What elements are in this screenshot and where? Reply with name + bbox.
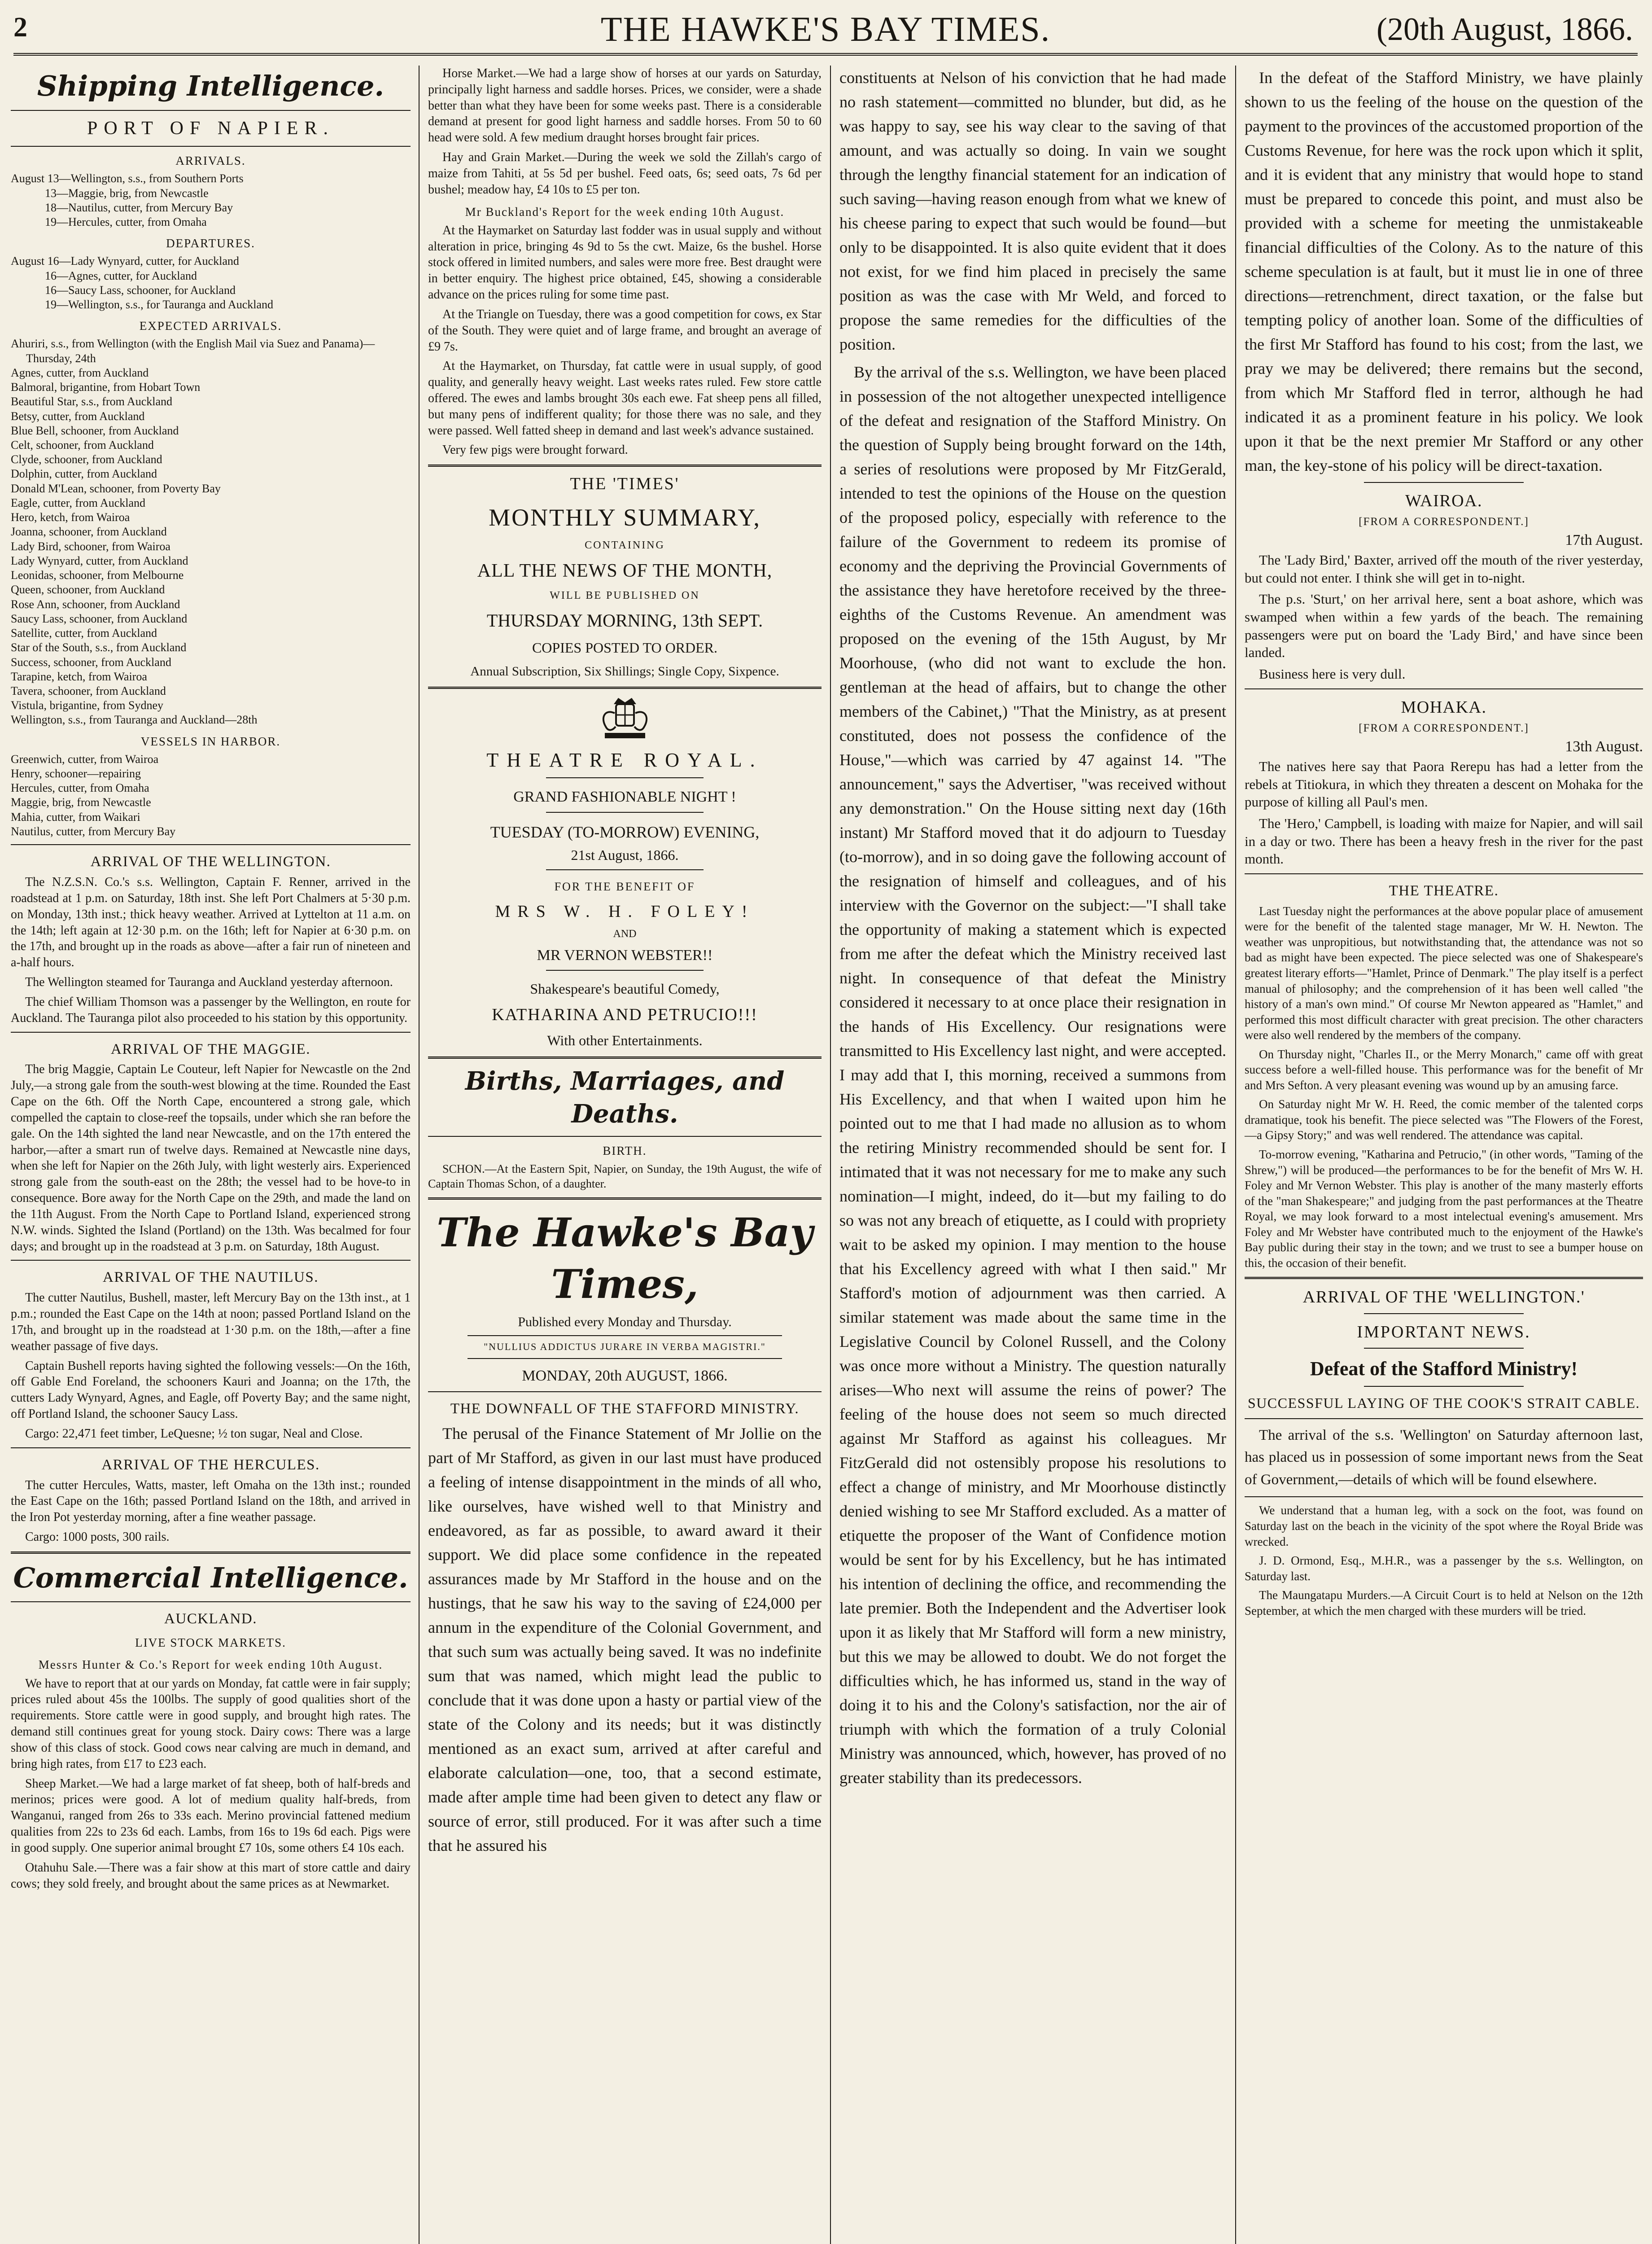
list-item: Rose Ann, schooner, from Auckland bbox=[11, 597, 180, 611]
list-item: Donald M'Lean, schooner, from Poverty Bay bbox=[11, 482, 221, 495]
article-paragraph: On Thursday night, "Charles II., or the Merry Monarch," came off with great success before a well-filled house. This performance was for the benefit of Mr and Mrs Sefton. A very pleasant evening was wound up by an amusing farce. bbox=[1245, 1047, 1643, 1092]
list-item: Lady Bird, schooner, from Wairoa bbox=[11, 539, 170, 553]
list-item: Hero, ketch, from Wairoa bbox=[11, 511, 130, 524]
nautilus-arrival-heading: ARRIVAL OF THE NAUTILUS. bbox=[103, 1269, 319, 1286]
list-item: Vistula, brigantine, from Sydney bbox=[11, 699, 163, 712]
motto: "NULLIUS ADDICTUS JURARE IN VERBA MAGISTRI." bbox=[484, 1341, 766, 1353]
article-paragraph: Hay and Grain Market.—During the week we sold the Zillah's cargo of maize from Tahiti, at 5s 5d per bushel. Feed oats, 6s; seed oats, 7s 6d per bushel; meadow hay, £4 10s to £5 per ton. bbox=[428, 150, 822, 197]
divider bbox=[428, 1136, 822, 1137]
divider bbox=[11, 146, 411, 147]
expected-arrivals-heading: EXPECTED ARRIVALS. bbox=[139, 319, 282, 333]
ad-line: MRS W. H. FOLEY! bbox=[495, 902, 755, 921]
divider bbox=[11, 1447, 411, 1448]
article-paragraph: The 'Lady Bird,' Baxter, arrived off the mouth of the river yesterday, but could not enter. I think she will get in to-night. bbox=[1245, 552, 1643, 586]
ad-line: WILL BE PUBLISHED ON bbox=[550, 589, 700, 601]
article-paragraph: At the Triangle on Tuesday, there was a good competition for cows, ex Star of the South. They were quiet and of large frame, and brought an average of £9 7s. bbox=[428, 307, 822, 354]
divider bbox=[11, 1260, 411, 1261]
column-divider bbox=[830, 66, 831, 2244]
hunter-report-heading: Messrs Hunter & Co.'s Report for week ending 10th August. bbox=[38, 1658, 383, 1672]
column-2 bbox=[422, 66, 828, 2244]
column-1 bbox=[11, 66, 417, 2244]
list-item: August 13—Wellington, s.s., from Southern Ports bbox=[11, 172, 244, 185]
hercules-arrival-heading: ARRIVAL OF THE HERCULES. bbox=[101, 1456, 320, 1473]
masthead bbox=[13, 9, 1638, 57]
departures-heading: DEPARTURES. bbox=[166, 237, 255, 250]
birth-heading: BIRTH. bbox=[603, 1144, 647, 1157]
auckland-heading: AUCKLAND. bbox=[164, 1611, 257, 1627]
list-item: Clyde, schooner, from Auckland bbox=[11, 453, 162, 466]
divider bbox=[11, 1601, 411, 1602]
leader-heading: THE DOWNFALL OF THE STAFFORD MINISTRY. bbox=[450, 1400, 800, 1417]
article-paragraph: The p.s. 'Sturt,' on her arrival here, sent a boat ashore, which was swamped when within a few yards of the beach. The remaining passengers were put on board the 'Lady Bird,' and have since been landed. bbox=[1245, 591, 1643, 661]
divider bbox=[1245, 688, 1643, 689]
article-paragraph: We have to report that at our yards on Monday, fat cattle were in fair supply; prices ruled about 45s the 100lbs. The supply of good qualities short of the requirements. Store cattle were in good supply, and brought high rates. The demand still continues great for young stock. Dairy cows: There was a large show of this class of stock. Good cows near calving are much in demand, and bring high rates, from £17 to £23 each. bbox=[11, 1676, 411, 1771]
defeat-heading: Defeat of the Stafford Ministry! bbox=[1310, 1358, 1578, 1380]
article-paragraph: Captain Bushell reports having sighted the following vessels:—On the 16th, off Gable End Foreland, the schooners Kauri and Joanna; on the 17th, the cutters Lady Wynyard, Agnes, and Eagle, off Poverty Bay; and the same night, off Portland Island, the schooner Saucy Lass. bbox=[11, 1359, 411, 1421]
ad-line: KATHARINA AND PETRUCIO!!! bbox=[492, 1005, 758, 1025]
wellington-arrival-heading: ARRIVAL OF THE WELLINGTON. bbox=[90, 854, 331, 870]
important-news-heading: IMPORTANT NEWS. bbox=[1357, 1322, 1531, 1341]
list-item: Tavera, schooner, from Auckland bbox=[11, 684, 166, 697]
divider bbox=[428, 687, 822, 689]
theatre-heading: THE THEATRE. bbox=[1389, 882, 1499, 899]
article-paragraph: Cargo: 22,471 feet timber, LeQuesne; ½ ton sugar, Neal and Close. bbox=[25, 1426, 363, 1441]
mohaka-heading: MOHAKA. bbox=[1401, 697, 1487, 717]
issue-date-header: (20th August, 1866. bbox=[1376, 11, 1633, 47]
vessels-in-harbor-heading: VESSELS IN HARBOR. bbox=[140, 734, 281, 748]
ad-line: AND bbox=[613, 928, 637, 940]
shipping-intelligence-title: Shipping Intelligence. bbox=[37, 70, 385, 102]
cable-heading: SUCCESSFUL LAYING OF THE COOK'S STRAIT CABLE. bbox=[1247, 1395, 1640, 1411]
divider bbox=[1364, 1386, 1523, 1387]
births-marriages-deaths-title: Births, Marriages, and Deaths. bbox=[465, 1066, 785, 1129]
column-divider bbox=[1235, 66, 1236, 2244]
article-paragraph: The 'Hero,' Campbell, is loading with maize for Napier, and will sail in a day or two. There has been a heavy fresh in the river for the past month. bbox=[1245, 815, 1643, 867]
list-item: 19—Hercules, cutter, from Omaha bbox=[45, 215, 207, 228]
article-paragraph: At the Haymarket, on Thursday, fat cattle were in usual supply, of good quality, and generally heavy weight. Last weeks rates ruled. Few store cattle offered. The ewes and lambs brought 30s each ewe. Fat sheep pens all filled, but many pens of indifferent quality; for those there was no sale, and they were passed. Well fatted sheep in demand and last week's advance sustained. bbox=[428, 359, 822, 438]
article-paragraph: The arrival of the s.s. 'Wellington' on Saturday afternoon last, has placed us in possession of some important news from the Seat of Government,—details of which will be found elsewhere. bbox=[1245, 1427, 1643, 1488]
article-paragraph: The Wellington steamed for Tauranga and Auckland yesterday afternoon. bbox=[25, 975, 393, 990]
article-paragraph: Otahuhu Sale.—There was a fair show at this mart of store cattle and dairy cows; they sold freely, and brought about the same prices as at Newmarket. bbox=[11, 1860, 411, 1891]
list-item: Henry, schooner—repairing bbox=[11, 767, 141, 780]
expected-arrivals-list bbox=[11, 337, 411, 727]
list-item: Eagle, cutter, from Auckland bbox=[11, 496, 146, 509]
news-note: J. D. Ormond, Esq., M.H.R., was a passenger by the s.s. Wellington, on Saturday last. bbox=[1245, 1554, 1643, 1583]
arrival-heading: ARRIVAL OF THE 'WELLINGTON.' bbox=[1302, 1288, 1585, 1307]
ad-line: COPIES POSTED TO ORDER. bbox=[532, 639, 718, 656]
divider bbox=[428, 465, 822, 467]
divider bbox=[1245, 1496, 1643, 1497]
article-paragraph: Last Tuesday night the performances at the above popular place of amusement were for the benefit of the talented stage manager, Mr W. H. Newton. The weather was unpropitious, but notwithstanding that, the attendance was not so bad as might have been expected. The piece selected was one of Shakespeare's greatest literary efforts—"Hamlet, Prince of Denmark." The play itself is a perfect manual of philosophy; and the comprehension of it has been well called "the history of a man's own mind." Of course Mr Newton appeared as "Hamlet," and performed this most difficult character with great precision. The other characters were also well rendered by the members of the company. bbox=[1245, 904, 1643, 1042]
list-item: 16—Agnes, cutter, for Auckland bbox=[45, 269, 197, 282]
list-item: Celt, schooner, from Auckland bbox=[11, 438, 154, 451]
ad-line: CONTAINING bbox=[585, 539, 665, 551]
divider bbox=[11, 1552, 411, 1554]
masthead-rule bbox=[13, 53, 1638, 56]
article-paragraph: To-morrow evening, "Katharina and Petrucio," (in other words, "Taming of the Shrew,") will be produced—the performances to be for the benefit of Mrs W. H. Foley and Mr Vernon Webster. This play is another of the many masterly efforts of the "man Shakespeare;" and judging from the past performances at the Theatre Royal, we may look forward to a most intelectual evening's amusement. Mrs Foley and Mr Webster have contributed much to the enjoyment of the Hawke's Bay public during their stay in the town; and we trust to see a bumper house on this, the occasion of their benefit. bbox=[1245, 1147, 1643, 1270]
dateline: 17th August. bbox=[1565, 531, 1643, 548]
news-note: We understand that a human leg, with a sock on the foot, was found on Saturday last on the beach in the vicinity of the spot where the Royal Bride was wrecked. bbox=[1245, 1503, 1643, 1548]
article-paragraph: The perusal of the Finance Statement of Mr Jollie on the part of Mr Stafford, as given in our last must have produced a feeling of intense disappointment in the minds of all who, like ourselves, have wished well to that Ministry and endeavored, as far as possible, to award award it their support. We did place some confidence in the repeated assurances made by Mr Stafford in the house and on the hustings, that he saw his way to the saving of £24,000 per annum in the expenditure of the Colonial Government, and that such sum was actually being saved. It was no indefinite sum that was named, which might lead the public to conclude that it was done upon a hasty or partial view of the state of the Colony and its needs; but it was distinctly mentioned as an exact sum, arrived at after careful and elaborate calculation—one, too, that a second estimate, made after ample time had been given to detect any flaw or source of error, still produced. For it was after such a time that he assured his bbox=[428, 1424, 822, 1854]
divider bbox=[1245, 873, 1643, 874]
royal-crest-icon bbox=[591, 695, 659, 745]
article-paragraph: At the Haymarket on Saturday last fodder was in usual supply and without alteration in price, bringing 4s 9d to 5s the cwt. Maize, 6s the bushel. Horse stock offered in limited numbers, and sales were more free. Best draught were in better enquiry. The highest price obtained, £45, showing a considerable advance on the prices ruling for some time past. bbox=[428, 223, 822, 302]
article-paragraph: The brig Maggie, Captain Le Couteur, left Napier for Newcastle on the 2nd July,—a strong gale from the south-west blowing at the time. Rounded the East Cape on the 6th. Off the North Cape, encountered a strong gale, which compelled the captain to close-reef the topsails, under which she ran before the gale. On the 14th sighted the land near Newcastle, and on the 17th entered the harbor,—after a smart run of twelve days. Remained at Newcastle nine days, when she left for Napier on the 26th July, with light westerly airs. Experienced strong gale from the south-east on the 28th; the vessel had to be hove-to in consequence. Bore away for the North Cape on the 29th, and made the land on the 11th August. From the North Cape to Portland Island, experienced strong N.W. winds. Sighted the Island (Portland) on the 13th. Was becalmed for four days; and brought up in the roadstead at 3 p.m. on Saturday, 18th August. bbox=[11, 1062, 411, 1253]
ad-line: Annual Subscription, Six Shillings; Single Copy, Sixpence. bbox=[470, 664, 779, 679]
article-paragraph: The chief William Thomson was a passenger by the Wellington, en route for Auckland. The Tauranga pilot also proceeded to his station by this opportunity. bbox=[11, 995, 411, 1025]
column-3 bbox=[833, 66, 1232, 2244]
article-paragraph: The cutter Hercules, Watts, master, left Omaha on the 13th inst.; rounded the East Cape on the 16th; passed Portland Island on the 18th, and arrived in the Iron Pot yesterday morning, after a fine weather passage. bbox=[11, 1478, 411, 1525]
publication-schedule: Published every Monday and Thursday. bbox=[518, 1315, 732, 1330]
newspaper-title: THE HAWKE'S BAY TIMES. bbox=[600, 9, 1051, 48]
maggie-arrival-heading: ARRIVAL OF THE MAGGIE. bbox=[111, 1041, 310, 1057]
list-item: Saucy Lass, schooner, from Auckland bbox=[11, 612, 188, 625]
list-item: Nautilus, cutter, from Mercury Bay bbox=[11, 824, 176, 838]
ad-line: THURSDAY MORNING, 13th SEPT. bbox=[486, 610, 763, 631]
wairoa-heading: WAIROA. bbox=[1405, 491, 1482, 510]
arrivals-list bbox=[11, 171, 411, 229]
divider bbox=[546, 812, 704, 813]
article-paragraph: By the arrival of the s.s. Wellington, we have been placed in possession of the not altogether unexpected intelligence of the defeat and resignation of the Stafford Ministry. On the question of Supply being brought forward on the 14th, a series of resolutions were proposed by Mr FitzGerald, intended to test the opinions of the House on the question of the proposed policy, especially with reference to the failure of the Government to redeem its promise of economy and the depriving the Provincial Governments of the assistance they have heretofore received by the three-eighths of the Customs Revenue. An amendment was proposed on the evening of the 15th August, by Mr Moorhouse, (who did not want to exclude the hon. gentleman at the head of affairs, but to change the other members of the Cabinet,) "That the Ministry, as at present constituted, does not possess the confidence of the House,"—which was carried by 47 against 14. "The announcement," says the Advertiser, "was received without any demonstration." On the House sitting next day (16th instant) Mr Stafford moved that it do adjourn to Tuesday (to-morrow), and in so doing gave the following account of the resignation of himself and colleagues, and of his interview with the Governor on the subject:—"I shall take the opportunity of making a statement which is expected from me after the defeat which the Ministry received last night. In consequence of that defeat the Ministry considered it necessary to at once place their resignation in the hands of His Excellency. Our resignations were transmitted to His Excellency last night, and were accepted. I may add that I, this morning, received a summons from His Excellency, and that when I waited upon him he pointed out to me that I had made no allusion as to whom the retiring Ministry recommended should be sent for. I intimated that it was not necessary for me to make any such nomination—I might, indeed, do it—but my failing to do so was not any breach of etiquette, as I could with propriety wait to be asked my opinion. I may mention to the house that his Excellency agreed with what I then said." Mr Stafford's motion of adjournment was then carried. A similar statement was made about the same time in the Legislative Council by Colonel Russell, and the Colony was once more without a Ministry. The question naturally arises—Who next will assume the reins of power? The feeling of the house does not seem so much directed against Mr Stafford as against his colleagues. Mr FitzGerald did not ostensibly propose his resolutions to effect a change of ministry, and Mr Moorhouse distinctly denied wishing to see Mr Stafford excluded. As a matter of etiquette the proposer of the Want of Confidence motion would be sent for by his Excellency, but he has intimated his intention of declining the office, and recommending the late premier. Both the Independent and the Advertiser look upon it as likely that Mr Stafford will form a new ministry, but this we may be allowed to doubt. We do not forget the difficulties which, he has informed us, stand in the way of doing it to his and the Colony's satisfaction, nor the air of triumph with which the formation of a truly Colonial Ministry was announced, which, however, has proved of no greater stability than its predecessors. bbox=[839, 363, 1226, 1787]
ad-line: GRAND FASHIONABLE NIGHT ! bbox=[513, 789, 736, 806]
ad-line: FOR THE BENEFIT OF bbox=[554, 880, 695, 893]
list-item: Leonidas, schooner, from Melbourne bbox=[11, 569, 184, 582]
list-item: Mahia, cutter, from Waikari bbox=[11, 810, 140, 824]
correspondent-label: [FROM A CORRESPONDENT.] bbox=[1359, 516, 1529, 528]
list-item: 19—Wellington, s.s., for Tauranga and Auckland bbox=[45, 298, 274, 311]
list-item: Beautiful Star, s.s., from Auckland bbox=[11, 395, 173, 408]
article-paragraph: Business here is very dull. bbox=[1259, 666, 1406, 682]
list-item: Ahuriri, s.s., from Wellington (with the English Mail via Suez and Panama)—Thursday, 24th bbox=[11, 337, 375, 365]
article-paragraph: Very few pigs were brought forward. bbox=[442, 443, 628, 457]
list-item: Balmoral, brigantine, from Hobart Town bbox=[11, 381, 201, 394]
divider bbox=[11, 110, 411, 111]
article-paragraph: In the defeat of the Stafford Ministry, we have plainly shown to us the feeling of the house on the question of the payment to the provinces of the accustomed proportion of the Customs Revenue, for here was the rock upon which it split, and it is evident that any ministry that would hope to stand must be prepared to concede this point, and must also be provided with a scheme for meeting the unmistakeable financial difficulties of the Colony. As to the nature of this scheme speculation is at fault, but it must lie in one of three directions—retrenchment, direct taxation, or the false but tempting policy of another loan. Some of the difficulties of the first Mr Stafford has found to his cost; from the last, we pray we may be delivered; there remains but the second, from which Mr Stafford fled in terror, although he had indicated it as a prominent feature in his policy. We look upon it that be the next premier Mr Stafford or any other man, the key-stone of his policy will be direct-taxation. bbox=[1245, 69, 1643, 474]
list-item: Wellington, s.s., from Tauranga and Auckland—28th bbox=[11, 713, 258, 727]
issue-date: MONDAY, 20th AUGUST, 1866. bbox=[522, 1367, 728, 1384]
divider bbox=[428, 1197, 822, 1200]
ad-line: 21st August, 1866. bbox=[571, 847, 679, 863]
newspaper-nameplate: The Hawke's Bay Times, bbox=[437, 1209, 813, 1307]
divider bbox=[1364, 1348, 1523, 1349]
theatre-royal-advertisement bbox=[428, 747, 822, 1050]
article-paragraph: The N.Z.S.N. Co.'s s.s. Wellington, Captain F. Renner, arrived in the roadstead at 1 p.m. on Saturday, 18th inst. She left Port Chalmers at 5·30 p.m. on Monday, 13th inst.; thick heavy weather. Arrived at Lyttelton at 11 a.m. on the 14th; left again at 12·30 p.m. on the 16th; left for Napier at 6·30 p.m. on the 17th, and brought up in the roads as above—after a fair run of nineteen and a-half hours. bbox=[11, 875, 411, 970]
arrivals-heading: ARRIVALS. bbox=[175, 154, 246, 168]
divider bbox=[1364, 482, 1523, 483]
ad-title: THEATRE ROYAL. bbox=[486, 749, 763, 771]
list-item: Lady Wynyard, cutter, from Auckland bbox=[11, 554, 188, 567]
livestock-markets-heading: LIVE STOCK MARKETS. bbox=[135, 1636, 286, 1650]
list-item: Agnes, cutter, from Auckland bbox=[11, 366, 149, 379]
ad-line: Shakespeare's beautiful Comedy, bbox=[530, 981, 720, 997]
list-item: Joanna, schooner, from Auckland bbox=[11, 525, 167, 539]
news-note: The Maungatapu Murders.—A Circuit Court is to held at Nelson on the 12th September, at which the men charged with these murders will be tried. bbox=[1245, 1588, 1643, 1617]
divider bbox=[11, 1032, 411, 1033]
ad-line: With other Entertainments. bbox=[547, 1032, 703, 1049]
divider bbox=[546, 970, 704, 971]
article-paragraph: Sheep Market.—We had a large market of fat sheep, both of half-breds and merinos; prices were good. A lot of medium quality half-breds, from Wanganui, ranged from 26s to 33s each. Merino provincial fattened medium qualities from 22s to 23s 6d each. Lambs, from 16s to 19s 6d each. Pigs were in good supply. One superior animal brought £7 10s, some others £4 10s each. bbox=[11, 1776, 411, 1855]
list-item: Satellite, cutter, from Auckland bbox=[11, 627, 157, 640]
port-of-napier-heading: PORT OF NAPIER. bbox=[87, 118, 334, 139]
ad-line: THE 'TIMES' bbox=[570, 474, 680, 494]
ad-line: ALL THE NEWS OF THE MONTH, bbox=[477, 561, 773, 582]
column-4 bbox=[1238, 66, 1643, 2244]
list-item: 13—Maggie, brig, from Newcastle bbox=[45, 186, 209, 200]
list-item: Hercules, cutter, from Omaha bbox=[11, 781, 149, 795]
article-paragraph: Cargo: 1000 posts, 300 rails. bbox=[25, 1530, 170, 1544]
page-number: 2 bbox=[13, 12, 27, 43]
divider bbox=[1364, 1313, 1523, 1314]
buckland-report-heading: Mr Buckland's Report for the week ending 10th August. bbox=[465, 205, 785, 219]
article-paragraph: On Saturday night Mr W. H. Reed, the comic member of the talented corps dramatique, took his benefit. The piece selected was "The Flowers of the Forest,—a Gipsy Story;" and was well rendered. The attendance was capital. bbox=[1245, 1097, 1643, 1142]
divider bbox=[428, 1056, 822, 1059]
article-paragraph: The cutter Nautilus, Bushell, master, left Mercury Bay on the 13th inst., at 1 p.m.; rounded the East Cape on the 14th at noon; passed Portland Island on the 17th, and brought up in the roadstead at 1·30 p.m. on the 18th,—after a fine weather passage of five days. bbox=[11, 1291, 411, 1353]
article-paragraph: constituents at Nelson of his conviction that he had made no rash statement—committed no blunder, but did, as he was happy to say, see his way clear to the saving of that amount, and was actually so doing. In vain we sought through the lengthy financial statement for an indication of such saving—having reason enough from what we knew of his cheese paring to expect that such would be found—but only to be disappointed. It is also quite evident that it does not exist, for we find him placed in precisely the same position as was the case with Mr Weld, and forced to propose the same remedies for the difficulties of the position. bbox=[839, 69, 1226, 353]
divider bbox=[546, 777, 704, 778]
vessels-in-harbor-list bbox=[11, 752, 411, 839]
commercial-intelligence-title: Commercial Intelligence. bbox=[13, 1561, 408, 1594]
list-item: Blue Bell, schooner, from Auckland bbox=[11, 424, 179, 437]
list-item: Queen, schooner, from Auckland bbox=[11, 583, 165, 596]
dateline: 13th August. bbox=[1565, 738, 1643, 755]
ad-line: MR VERNON WEBSTER!! bbox=[537, 947, 713, 964]
divider bbox=[1245, 1418, 1643, 1419]
birth-notice: SCHON.—At the Eastern Spit, Napier, on Sunday, the 19th August, the wife of Captain Thomas Schon, of a daughter. bbox=[428, 1162, 822, 1190]
list-item: 16—Saucy Lass, schooner, for Auckland bbox=[45, 283, 236, 297]
departures-list bbox=[11, 254, 411, 312]
divider bbox=[428, 1391, 822, 1392]
list-item: Dolphin, cutter, from Auckland bbox=[11, 467, 157, 481]
article-paragraph: The natives here say that Paora Rerepu has had a letter from the rebels at Titiokura, in which they threaten a descent on Mohaka for the purpose of killing all Paul's men. bbox=[1245, 758, 1643, 810]
divider bbox=[468, 1358, 782, 1359]
list-item: Success, schooner, from Auckland bbox=[11, 655, 171, 669]
list-item: Maggie, brig, from Newcastle bbox=[11, 796, 151, 809]
divider bbox=[468, 1335, 782, 1336]
divider bbox=[546, 869, 704, 870]
divider bbox=[1245, 1277, 1643, 1279]
list-item: 18—Nautilus, cutter, from Mercury Bay bbox=[45, 201, 233, 214]
correspondent-label: [FROM A CORRESPONDENT.] bbox=[1359, 722, 1529, 735]
list-item: Tarapine, ketch, from Wairoa bbox=[11, 670, 147, 683]
article-paragraph: Horse Market.—We had a large show of horses at our yards on Saturday, principally light harness and saddle horses. Prices, we consider, were a shade better than what they have been for some weeks past. There is a considerable demand at present for good light harness and saddle horses. From 50 to 60 head were sold. A few medium draught horses brought fair prices. bbox=[428, 66, 822, 145]
monthly-summary-advertisement bbox=[428, 473, 822, 680]
list-item: Greenwich, cutter, from Wairoa bbox=[11, 752, 159, 766]
list-item: Betsy, cutter, from Auckland bbox=[11, 409, 145, 423]
list-item: Star of the South, s.s., from Auckland bbox=[11, 641, 187, 654]
ad-line: TUESDAY (TO-MORROW) EVENING, bbox=[490, 823, 760, 841]
column-divider bbox=[419, 66, 420, 2244]
divider bbox=[11, 844, 411, 845]
list-item: August 16—Lady Wynyard, cutter, for Auckland bbox=[11, 254, 239, 268]
ad-title: MONTHLY SUMMARY, bbox=[489, 504, 761, 531]
